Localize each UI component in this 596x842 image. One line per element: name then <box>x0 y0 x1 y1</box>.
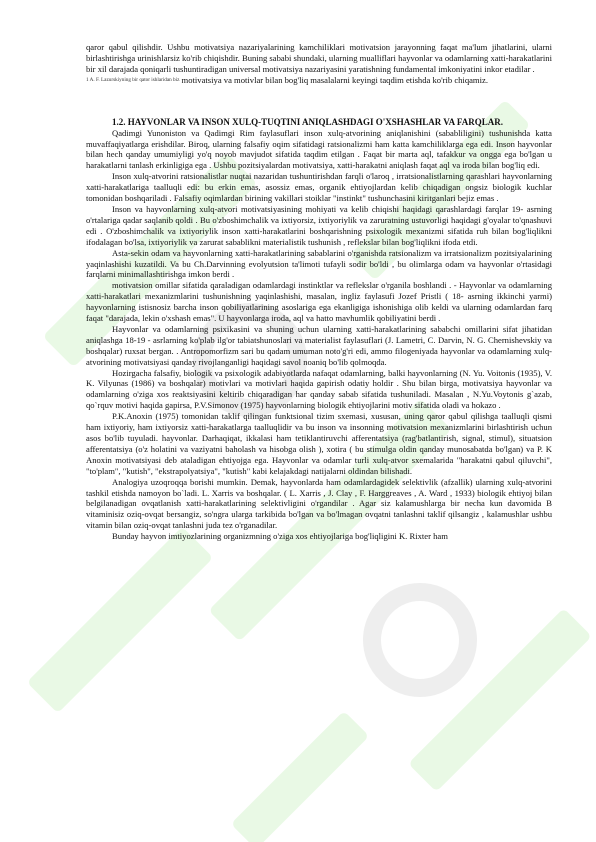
footnote-reference: 1 A. F. Lazurskiyning bir qator ishlaridan biz <box>86 76 180 83</box>
body-paragraph: Asta-sekin odam va hayvonlarning xatti-harakatlarining sabablarini o'rganishda ratsionalizm va irratsionalizm pozitsiyalarining yaqinlashishi kuzatildi. Va bu Ch.Darvinning evolyutsion ta'limoti tufayli sodir bo'ldi , bu olimlarga odam va hayvonlar o'rtasidagi farqlarni minimallashtirishga imkon berdi . <box>86 247 552 280</box>
body-paragraph: Inson xulq-atvorini ratsionalistlar nuqtai nazaridan tushuntirishdan farqli o'laroq , irratsionalistlarning qarashlari hayvonlarning xatti-harakatlariga taalluqli edi: bu erkin emas, asossiz emas, organik ehtiyojlardan kelib chiqadigan ongsiz biologik kuchlar tomonidan boshqariladi . Falsafiy oqimlardan birining vakillari stoiklar "instinkt" tushunchasini kiritganlari bejiz emas . <box>86 171 552 204</box>
body-paragraph: Hozirgacha falsafiy, biologik va psixologik adabiyotlarda nafaqat odamlarning, balki hayvonlarning (N. Yu. Voitonis (1935), V. K. Vilyunas (1986) va boshqalar) motivlari va motivlari haqida gapirish odatiy holdir . Shu bilan birga, motivatsiya hayvonlar va odamlarning o'ziga xos reaktsiyasini keltirib chiqaradigan har qanday sabab sifatida tushuniladi. Masalan , N.Yu.Voytonis g`azab, qo`rquv motivi haqida gapirsa, P.V.Simonov (1975) hayvonlarning biologik ehtiyojlarini motiv sifatida oladi va hokazo . <box>86 367 552 411</box>
section-heading: 1.2. HAYVONLAR VA INSON XULQ-TUQTINI ANIQLASHDAGI O'XSHASHLAR VA FARQLAR. <box>112 116 503 127</box>
body-paragraph: motivatsion omillar sifatida qaraladigan odamlardagi instinktlar va reflekslar o'rganila boshlandi . - Hayvonlar va odamlarning xatti-harakatlari mexanizmlarini tushunishning yaqinlashishi, masalan, ingliz faylasufi Jozef Pristli ( 18- asrning ikkinchi yarmi) hayvonlarning istisnosiz barcha inson qobiliyatlarining asoslariga ega ekanligiga ishonishiga olib keldi va ularning odamlardan farq faqat "darajada, lekin o'xshash emas". U hayvonlarga iroda, aql va hatto mavhumlik qobiliyatini berdi . <box>86 280 552 324</box>
intro-tail-text: motivatsiya va motivlar bilan bog'liq masalalarni keyingi taqdim etishda ko'rib chiqamiz. <box>181 74 488 85</box>
body-paragraph: Bunday hayvon imtiyozlarining organizmning o'ziga xos ehtiyojlariga bog'liqligini K. Rixter ham <box>112 531 448 542</box>
body-paragraph: Inson va hayvonlarning xulq-atvori motivatsiyasining mohiyati va kelib chiqishi haqidagi qarashlardagi farqlar 19- asrning o'rtalariga qadar saqlanib qoldi . Bu o'zboshimchalik va ixtiyorsiz, ixtiyoriylik va zaruratning ustuvorligi haqidagi g'oyalar to'qnashuvi edi . O'zboshimchalik va ixtiyoriylik inson xatti-harakatlarini boshqarishning psixologik mexanizmi sifatida ruh bilan bog'liqlikni ifodalagan bo'lsa, ixtiyoriylik va zarurat sabablikni materialistik tushunish , reflekslar bilan bog'liqlikni ifoda etdi. <box>86 203 552 247</box>
document-page <box>86 42 552 542</box>
body-paragraph: Qadimgi Yunoniston va Qadimgi Rim faylasuflari inson xulq-atvorining aniqlanishini (sababliligini) tushunishda katta muvaffaqiyatlarga erishdilar. Biroq, ularning falsafiy oqim sifatidagi ratsionalizmi ham katta kamchiliklarga ega edi. Inson hayvonlar bilan hech qanday umumiyligi yo'q noyob mavjudot sifatida taqdim etilgan . Faqat bir marta aql, tafakkur va ongga ega bo'lgan u harakatlarni tanlash erkinligiga ega . Ushbu pozitsiyalardan motivatsiya, xatti-harakatni aniqlash faqat aql va iroda bilan bog'liq edi. <box>86 127 552 171</box>
body-paragraph: Analogiya uzoqroqqa borishi mumkin. Demak, hayvonlarda ham odamlardagidek selektivlik (afzallik) ularning xulq-atvorini tashkil etishda namoyon bo`ladi. L. Xarris va boshqalar. ( L. Xarris , J. Clay , F. Harggreaves , A. Ward , 1933) biologik ehtiyoj bilan belgilanadigan ovqatlanish xatti-harakatlarining selektivligini o'rgandilar . Agar siz kalamushlarga bir necha kun davomida B vitaminisiz oziq-ovqat bersangiz, so'ngra ularga tarkibida bo'lgan va bo'lmagan ovqatni tanlashni taklif qilsangiz , kalamushlar ushbu vitamin bilan oziq-ovqat tanlashni juda tez o'rganadilar. <box>86 476 552 531</box>
intro-paragraph: qaror qabul qilishdir. Ushbu motivatsiya nazariyalarining kamchiliklari motivatsion jarayonning faqat ma'lum jihatlarini, ularni birlashtirishga urinishlarsiz ko'rib chiqishdir. Buning sababi shundaki, ularning mualliflari hayvonlar va odamlarning xatti-harakatlarini bir xil darajada qoniqarli tushuntiradigan universal motivatsiya nazariyasini yaratishning fundamental imkoniyatini inkor etadilar . <box>86 42 552 74</box>
intro-tail-line <box>86 75 552 86</box>
body-paragraph: P.K.Anoxin (1975) tomonidan taklif qilingan funktsional tizim sxemasi, xususan, uning qaror qabul qilishga taalluqli qismi ham ixtiyoriy, ham ixtiyorsiz xatti-harakatlarga taalluqlidir va bu inson va insonning motivatsion mexanizmlarini birlashtirish uchun asos bo'lib tuyuladi. hayvonlar. Darhaqiqat, ikkalasi ham tetiklantiruvchi afferentatsiya (rag'batlantirish, signal, stimul), situatsion afferentatsiya (o'z holatini va vaziyatni baholash va hisobga olish ), xotira ( bu stimulga oldin qanday munosabatda bo'lgan) va P. K Anoxin motivatsiyasi deb ataladigan ehtiyojga ega. Hayvonlar va odamlar turli xulq-atvor sxemalarida "harakatni qabul qiluvchi", "to'plam", "kutish", "ekstrapolyatsiya", "kutish" kabi kelajakdagi natijalarni oldindan bilishadi. <box>86 411 552 476</box>
body-paragraph: Hayvonlar va odamlarning psixikasini va shuning uchun ularning xatti-harakatlarining sababchi omillarini sifat jihatidan aniqlashga 18-19 - asrlarning ko'plab ilg'or tabiatshunoslari va materialist faylasuflari (J. Lametri, C. Darvin, N. G. Chernishevskiy va boshqalar) ruxsat bergan. . Antropomorfizm sari bu qadam umuman noto'g'ri edi, ammo filogeniyada hayvonlar va odamlarning xulq-atvorining motivatsiyasi qanday rivojlanganligi haqidagi savol noaniq bo'lib qolmoqda. <box>86 323 552 367</box>
